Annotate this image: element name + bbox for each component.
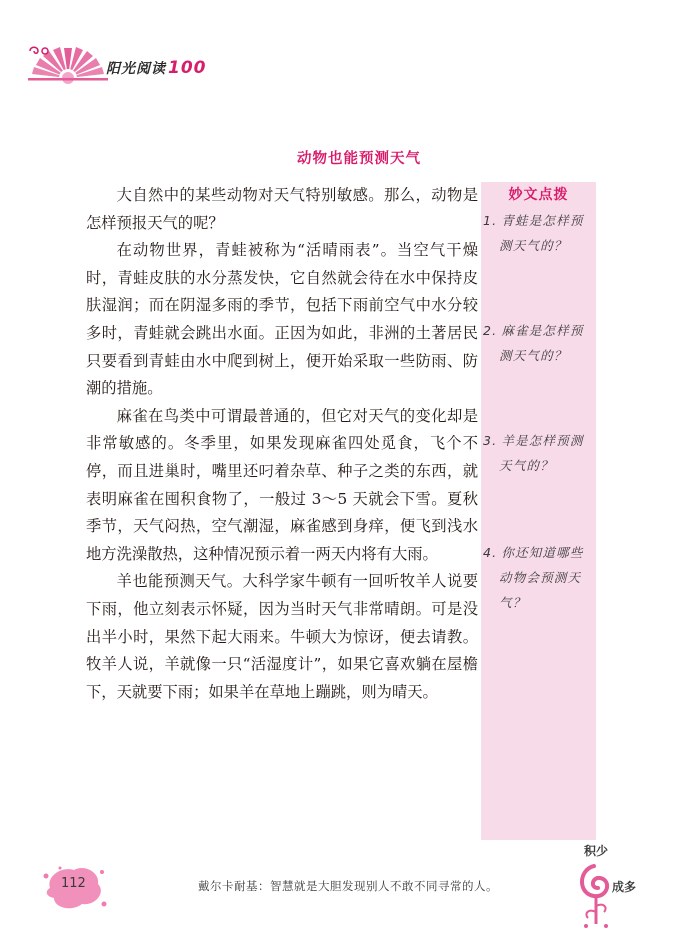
- question-text: 测天气的？: [499, 348, 568, 363]
- page-number-badge: [40, 862, 110, 914]
- question-text: 羊是怎样预测: [501, 433, 584, 448]
- brand-name: [106, 58, 207, 78]
- brand-number: 100: [168, 58, 207, 78]
- question-text: 测天气的？: [499, 238, 568, 253]
- paragraph-3: 麻雀在鸟类中可谓最普通的，但它对天气的变化却是非常敏感的。冬季里，如果发现麻雀四处觅食，飞个不停，而且进巢时，嘴里还叼着杂草、种子之类的东西，就表明麻雀在囤积食物了，一般过 3～5 天就会下雪。夏秋季节，天气闷热，空气潮湿，麻雀感到身痒，便飞到浅水地方洗澡散热，这种情况预示着一两天内将有大雨。: [86, 406, 478, 563]
- question-number: 4.: [483, 545, 498, 560]
- paragraph-1: 大自然中的某些动物对天气特别敏感。那么，动物是怎样预报天气的呢？: [86, 186, 478, 232]
- question-3: [483, 428, 595, 478]
- page-number: 112: [61, 876, 86, 891]
- question-number: 1.: [483, 213, 498, 228]
- question-4: [483, 540, 595, 615]
- swirl-flower-icon: [568, 842, 648, 932]
- question-text: 动物会预测天: [499, 570, 582, 585]
- question-number: 2.: [483, 323, 498, 338]
- badge-top-text: 积少: [584, 844, 609, 858]
- sidebar-title: 妙文点拨: [508, 187, 569, 203]
- paragraph-2: 在动物世界，青蛙被称为“活晴雨表”。当空气干燥时，青蛙皮肤的水分蒸发快，它自然就会待在水中保持皮肤湿润；而在阴湿多雨的季节，包括下雨前空气中水分较多时，青蛙就会跳出水面。正因为如此，非洲的土著居民只要看到青蛙由水中爬到树上，便开始采取一些防雨、防潮的措施。: [86, 241, 478, 398]
- swirl-ornament-icon: [28, 44, 50, 58]
- question-text: 天气的？: [499, 458, 554, 473]
- sidebar-tips: [481, 182, 596, 840]
- question-2: [483, 318, 595, 368]
- article-body: [86, 182, 478, 706]
- paragraph-4: 羊也能预测天气。大科学家牛顿有一回听牧羊人说要下雨，他立刻表示怀疑，因为当时天气非常晴朗。可是没出半小时，果然下起大雨来。牛顿大为惊讶，便去请教。牧羊人说，羊就像一只“活湿度计”，如果它喜欢躺在屋檐下，天就要下雨；如果羊在草地上蹦跳，则为晴天。: [86, 572, 478, 701]
- brand-text: 阳光阅读: [106, 61, 166, 77]
- article-title: 动物也能预测天气: [297, 151, 421, 167]
- footer-quote: 戴尔卡耐基：智慧就是大胆发现别人不敢不同寻常的人。: [198, 879, 498, 893]
- badge-bottom-text: 成多: [612, 880, 637, 894]
- question-text: 青蛙是怎样预: [501, 213, 584, 228]
- question-text: 麻雀是怎样预: [501, 323, 584, 338]
- question-text: 你还知道哪些: [501, 545, 584, 560]
- growth-badge: [568, 842, 648, 932]
- question-number: 3.: [483, 433, 498, 448]
- question-1: [483, 208, 595, 258]
- question-text: 气？: [499, 595, 527, 610]
- header-logo: [28, 44, 228, 84]
